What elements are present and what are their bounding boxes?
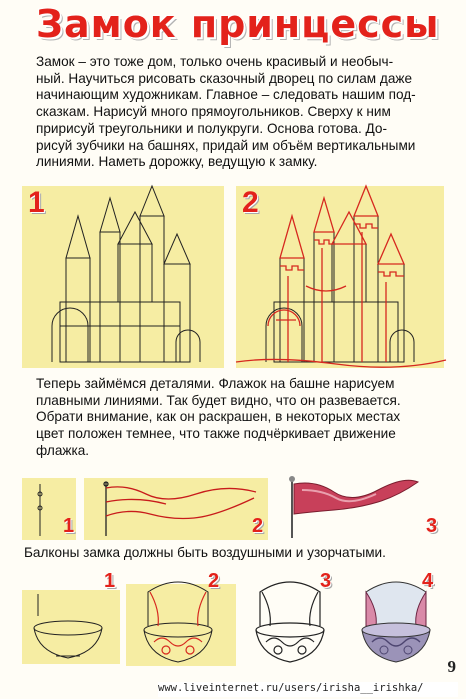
balcony-step-1-number: 1 bbox=[104, 570, 116, 592]
castle-sketch-basic bbox=[22, 186, 224, 368]
details-line: флажка. bbox=[36, 442, 90, 458]
flag-outline-sketch bbox=[84, 478, 268, 540]
details-line: Теперь займёмся деталями. Флажок на башне нарисуем bbox=[36, 376, 395, 391]
intro-paragraph bbox=[36, 54, 434, 171]
intro-line: сказкам. Нарисуй много прямоугольников. Сверху к ним bbox=[36, 104, 391, 120]
balcony-sketch-1 bbox=[22, 590, 120, 664]
page-title: Замок принцессы bbox=[36, 2, 440, 46]
flag-colored bbox=[282, 474, 432, 540]
source-url[interactable]: www.liveinternet.ru/users/irisha__irishka/ bbox=[158, 682, 458, 697]
details-line: Обрати внимание, как он раскрашен, в некоторых местах bbox=[36, 409, 401, 425]
intro-line: пририсуй треугольники и полукруги. Основа готова. До- bbox=[36, 120, 387, 136]
castle-step-1-number: 1 bbox=[28, 186, 45, 219]
balcony-step-2-number: 2 bbox=[208, 570, 220, 592]
flag-step-2-number: 2 bbox=[252, 515, 264, 537]
intro-line: ный. Научиться рисовать сказочный дворец по силам даже bbox=[36, 70, 413, 86]
balcony-step-3-number: 3 bbox=[320, 570, 332, 592]
balcony-sketch-2 bbox=[126, 570, 236, 666]
intro-line: начинающим художникам. Главное – следовать нашим под- bbox=[36, 87, 416, 103]
intro-line: линиями. Наметь дорожку, ведущую к замку. bbox=[36, 154, 318, 170]
flag-step-3-number: 3 bbox=[426, 515, 438, 537]
flag-step-1-number: 1 bbox=[63, 515, 75, 537]
intro-line: Замок – это тоже дом, только очень красивый и необыч- bbox=[36, 54, 394, 69]
castle-step-2-number: 2 bbox=[242, 186, 259, 219]
balconies-text: Балконы замка должны быть воздушными и узорчатыми. bbox=[24, 545, 386, 560]
intro-line: рисуй зубчики на башнях, придай им объём вертикальными bbox=[36, 137, 416, 153]
balcony-step-4-number: 4 bbox=[422, 570, 434, 592]
details-paragraph bbox=[36, 376, 434, 460]
details-line: плавными линиями. Так будет видно, что он развевается. bbox=[36, 392, 401, 408]
castle-sketch-detailed bbox=[236, 186, 444, 368]
page-number: 9 bbox=[447, 657, 456, 676]
details-line: цвет положен темнее, что также подчёркивает движение bbox=[36, 426, 396, 442]
